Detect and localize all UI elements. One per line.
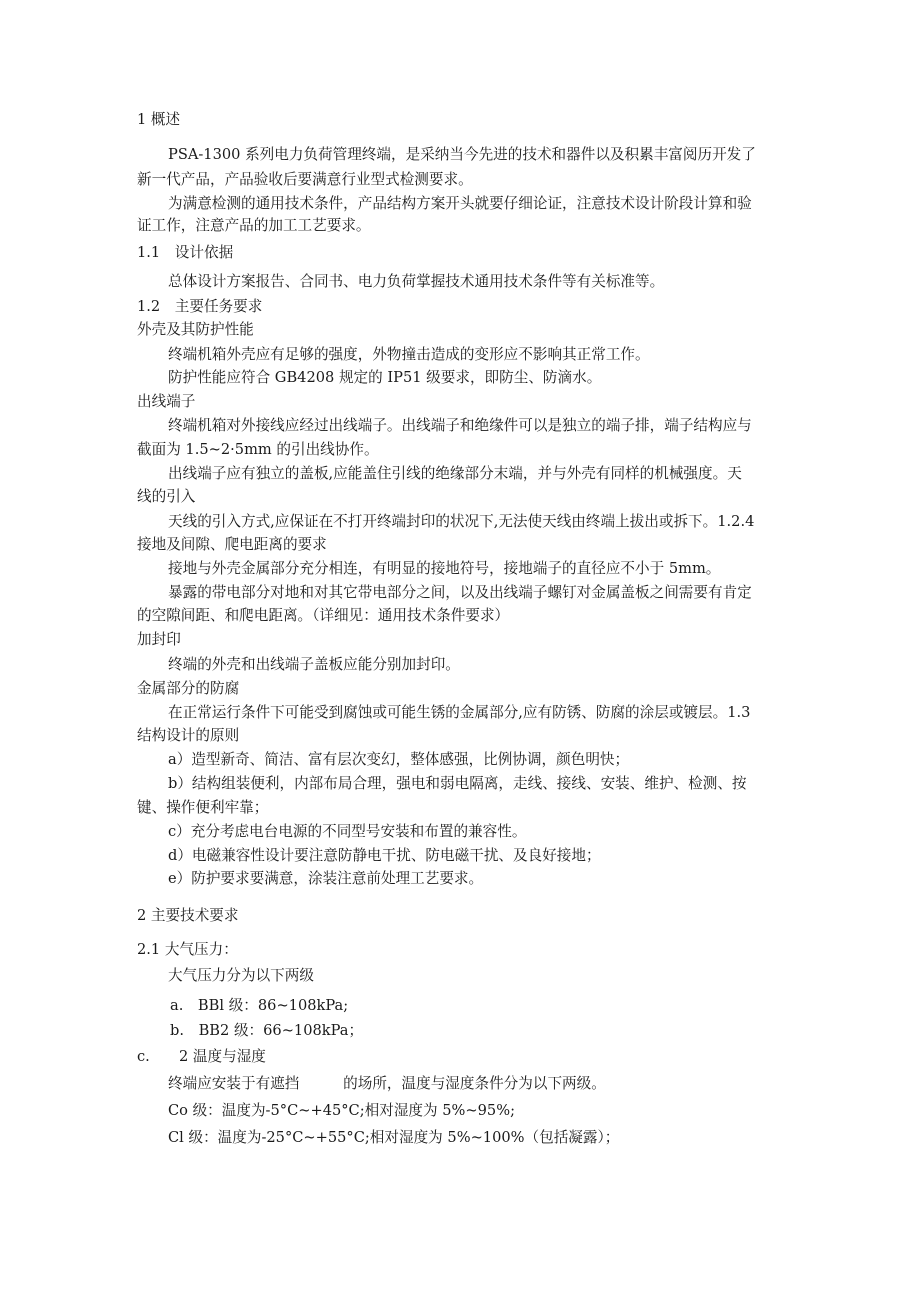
shell-protection-text: 防护性能应符合 GB4208 规定的 IP51 级要求，即防尘、防滴水。 [168, 369, 602, 386]
section-1-1-heading: 1.1 设计依据 [137, 244, 234, 261]
corrosion-text-line-2: 结构设计的原则 [137, 727, 240, 744]
section-1-heading: 1 概述 [137, 111, 181, 128]
principle-b-line-1: b）结构组装便利，内部布局合理，强电和弱电隔离，走线、接线、安装、维护、检测、按 [168, 775, 747, 792]
antenna-text-line-1: 天线的引入方式,应保证在不打开终端封印的状况下,无法使天线由终端上拔出或拆下。1.2.4 [168, 513, 755, 530]
overview-paragraph-2-line-1: 为满意检测的通用技术条件，产品结构方案开头就要仔细论证，注意技术设计阶段计算和验 [168, 195, 752, 212]
temperature-level-co: Co 级：温度为-5°C~+45°C;相对湿度为 5%~95%; [168, 1102, 515, 1119]
principle-e: e）防护要求要满意，涂装注意前处理工艺要求。 [168, 870, 484, 887]
antenna-text-line-2: 接地及间隙、爬电距离的要求 [137, 536, 327, 553]
principle-a: a）造型新奇、简洁、富有层次变幻，整体感强，比例协调，颜色明快； [168, 751, 630, 768]
pressure-level-a: a. BBl 级：86~108kPa; [170, 997, 349, 1014]
principle-d: d）电磁兼容性设计要注意防静电干扰、防电磁干扰、及良好接地； [168, 847, 601, 864]
overview-paragraph-1-line-1: PSA-1300 系列电力负荷管理终端，是采纳当今先进的技术和器件以及积累丰富阅历开发了 [168, 146, 756, 163]
temperature-level-cl: Cl 级：温度为-25°C~+55°C;相对湿度为 5%~100%（包括凝露）； [168, 1129, 620, 1146]
terminal-heading: 出线端子 [137, 393, 196, 410]
temperature-intro: 终端应安装于有遮挡 的场所，温度与湿度条件分为以下两级。 [168, 1075, 606, 1092]
section-2-heading: 2 主要技术要求 [137, 907, 239, 924]
principle-c: c）充分考虑电台电源的不同型号安装和布置的兼容性。 [168, 823, 527, 840]
section-1-2-heading: 1.2 主要任务要求 [137, 298, 263, 315]
principle-b-line-2: 键、操作便利牢靠； [137, 799, 269, 816]
section-2-2-heading: c. 2 温度与湿度 [137, 1048, 266, 1065]
section-2-1-heading: 2.1 大气压力： [137, 941, 238, 958]
pressure-intro: 大气压力分为以下两级 [168, 967, 314, 984]
corrosion-heading: 金属部分的防腐 [137, 680, 240, 697]
corrosion-text-line-1: 在正常运行条件下可能受到腐蚀或可能生锈的金属部分,应有防锈、防腐的涂层或镀层。1.3 [168, 704, 751, 721]
shell-strength-text: 终端机箱外壳应有足够的强度，外物撞击造成的变形应不影响其正常工作。 [168, 346, 650, 363]
overview-paragraph-1-line-2: 新一代产品，产品验收后要满意行业型式检测要求。 [137, 171, 473, 188]
terminal-text-line-1: 终端机箱对外接线应经过出线端子。出线端子和绝缘件可以是独立的端子排，端子结构应与 [168, 417, 752, 434]
seal-text: 终端的外壳和出线端子盖板应能分别加封印。 [168, 656, 460, 673]
terminal-text-line-4: 线的引入 [137, 488, 196, 505]
pressure-level-b: b. BB2 级：66~108kPa； [170, 1022, 364, 1039]
terminal-text-line-2: 截面为 1.5~2·5mm 的引出线协作。 [137, 441, 379, 458]
shell-protection-heading: 外壳及其防护性能 [137, 321, 254, 338]
overview-paragraph-2-line-2: 证工作，注意产品的加工工艺要求。 [137, 217, 371, 234]
seal-heading: 加封印 [137, 631, 181, 648]
grounding-text: 接地与外壳金属部分充分相连，有明显的接地符号，接地端子的直径应不小于 5mm。 [168, 560, 721, 577]
design-basis-text: 总体设计方案报告、合同书、电力负荷掌握技术通用技术条件等有关标准等。 [168, 273, 665, 290]
clearance-text-line-1: 暴露的带电部分对地和对其它带电部分之间，以及出线端子螺钉对金属盖板之间需要有肯定 [168, 584, 752, 601]
clearance-text-line-2: 的空隙间距、和爬电距离。（详细见：通用技术条件要求） [137, 607, 510, 624]
terminal-text-line-3: 出线端子应有独立的盖板,应能盖住引线的绝缘部分末端，并与外壳有同样的机械强度。天 [168, 465, 742, 482]
